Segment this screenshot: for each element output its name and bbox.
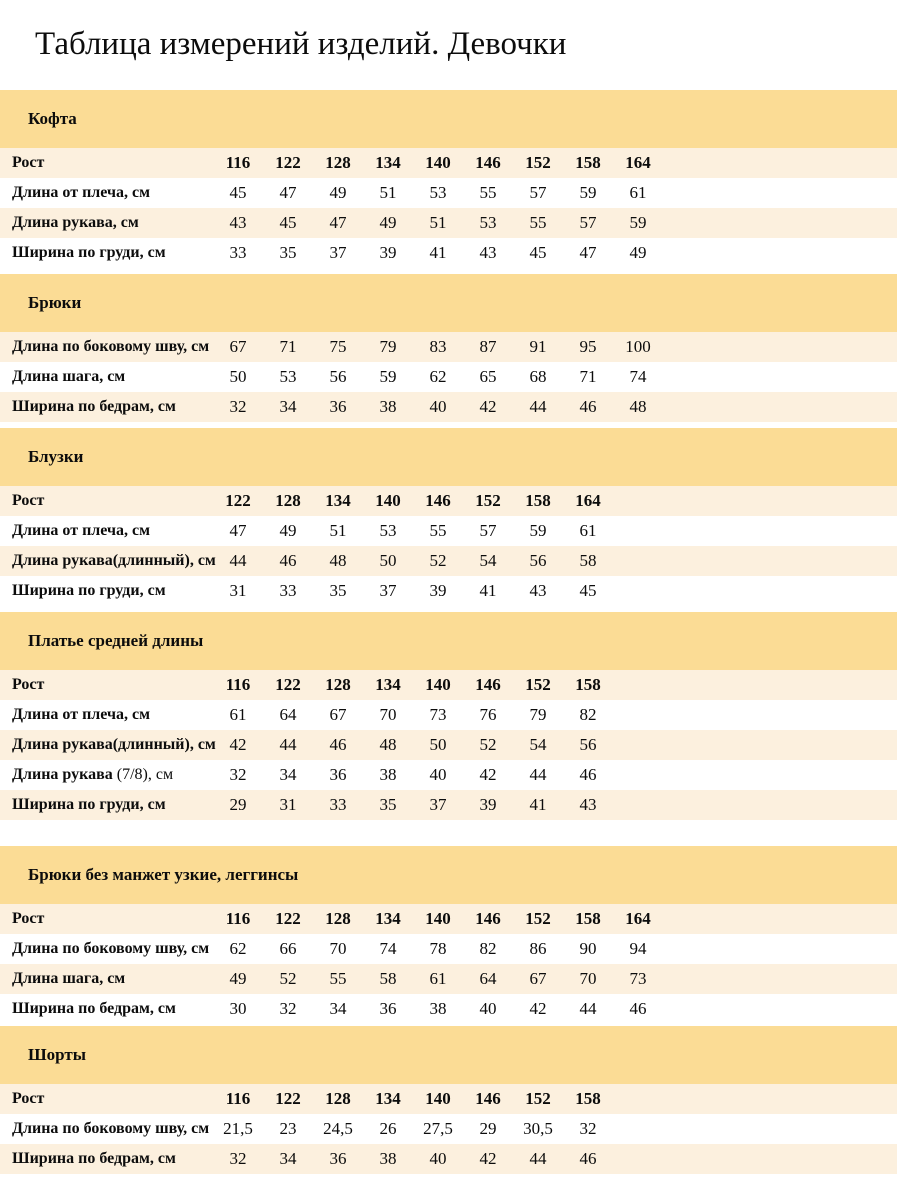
value-cell: 42 [229,735,247,754]
value-cell: 46 [329,735,347,754]
value-cell: 47 [229,521,247,540]
value-cell: 116 [225,909,251,928]
section-header [0,428,897,486]
value-cell: 152 [475,491,501,510]
value-cell: 152 [525,675,551,694]
row-label-main: Длина рукава(длинный), см [12,552,216,569]
value-cell: 57 [479,521,497,540]
value-cell: 67 [529,969,547,988]
value-cell: 64 [279,705,297,724]
row-label [0,552,216,570]
value-cell: 51 [329,521,347,540]
table-row [0,730,897,760]
value-cell: 44 [279,735,297,754]
value-cell: 58 [579,551,597,570]
value-cell: 32 [229,397,247,416]
value-cell: 40 [429,1149,447,1168]
value-cell: 52 [479,735,497,754]
value-cell: 49 [379,213,397,232]
value-cell: 32 [229,1149,247,1168]
value-cell: 24,5 [323,1119,353,1138]
value-cell: 128 [325,909,351,928]
value-cell: 95 [579,337,597,356]
value-cell: 46 [279,551,297,570]
row-label-main: Ширина по бедрам, см [12,398,176,415]
value-cell: 40 [429,397,447,416]
row-label [0,796,213,814]
value-cell: 65 [479,367,497,386]
value-cell: 158 [525,491,551,510]
row-label-main: Длина от плеча, см [12,706,150,723]
value-cell: 134 [325,491,351,510]
value-cell: 91 [529,337,547,356]
value-cell: 122 [275,153,301,172]
value-cell: 53 [379,521,397,540]
value-cell: 42 [479,1149,497,1168]
row-label [0,522,213,540]
value-cell: 152 [525,153,551,172]
value-cell: 52 [279,969,297,988]
row-label [0,736,216,754]
sections-container [0,90,897,1174]
section-rows [0,670,897,820]
value-cell: 45 [579,581,597,600]
row-label [0,1120,213,1138]
value-cell: 116 [225,675,251,694]
row-label-main: Рост [12,910,45,927]
value-cell: 53 [279,367,297,386]
value-cell: 41 [529,795,547,814]
table-row [0,1114,897,1144]
value-cell: 43 [529,581,547,600]
value-cell: 55 [529,213,547,232]
value-cell: 146 [475,909,501,928]
value-cell: 74 [629,367,647,386]
value-cell: 48 [379,735,397,754]
value-cell: 116 [225,153,251,172]
value-cell: 44 [579,999,597,1018]
value-cell: 33 [329,795,347,814]
value-cell: 54 [479,551,497,570]
row-label-main: Длина по боковому шву, см [12,1120,210,1137]
row-label-main: Длина по боковому шву, см [12,338,210,355]
value-cell: 122 [275,909,301,928]
value-cell: 146 [475,153,501,172]
value-cell: 53 [479,213,497,232]
value-cell: 61 [629,183,647,202]
value-cell: 128 [275,491,301,510]
value-cell: 146 [425,491,451,510]
value-cell: 39 [429,581,447,600]
value-cell: 140 [375,491,401,510]
value-cell: 75 [329,337,347,356]
row-label [0,184,213,202]
value-cell: 66 [279,939,297,958]
value-cell: 37 [379,581,397,600]
value-cell: 38 [379,765,397,784]
table-row [0,332,897,362]
value-cell: 35 [329,581,347,600]
row-label-main: Длина от плеча, см [12,184,150,201]
value-cell: 82 [479,939,497,958]
section-rows [0,904,897,1024]
value-cell: 48 [629,397,647,416]
value-cell: 59 [529,521,547,540]
table-row [0,670,897,700]
value-cell: 51 [429,213,447,232]
value-cell: 74 [379,939,397,958]
value-cell: 134 [375,675,401,694]
value-cell: 31 [229,581,247,600]
section-rows [0,148,897,268]
table-row [0,1084,897,1114]
value-cell: 128 [325,675,351,694]
value-cell: 140 [425,909,451,928]
row-label-main: Рост [12,1090,45,1107]
value-cell: 100 [625,337,651,356]
row-label [0,676,213,694]
row-label-suffix: (7/8), см [112,766,174,783]
value-cell: 55 [429,521,447,540]
value-cell: 32 [229,765,247,784]
section-header [0,612,897,670]
value-cell: 43 [479,243,497,262]
row-label-main: Длина шага, см [12,970,126,987]
row-label [0,582,213,600]
table-row [0,238,897,268]
value-cell: 42 [529,999,547,1018]
value-cell: 39 [479,795,497,814]
row-label [0,940,213,958]
value-cell: 57 [579,213,597,232]
value-cell: 40 [479,999,497,1018]
value-cell: 46 [629,999,647,1018]
value-cell: 35 [379,795,397,814]
measurement-section [0,90,897,268]
value-cell: 45 [229,183,247,202]
value-cell: 49 [329,183,347,202]
value-cell: 94 [629,939,647,958]
value-cell: 164 [575,491,601,510]
value-cell: 50 [379,551,397,570]
table-row [0,546,897,576]
value-cell: 116 [225,1089,251,1108]
value-cell: 49 [629,243,647,262]
row-label-main: Длина от плеча, см [12,522,150,539]
value-cell: 122 [275,1089,301,1108]
table-row [0,208,897,238]
value-cell: 86 [529,939,547,958]
value-cell: 44 [529,1149,547,1168]
value-cell: 44 [529,397,547,416]
value-cell: 140 [425,675,451,694]
section-header [0,1026,897,1084]
row-label [0,1000,213,1018]
value-cell: 47 [579,243,597,262]
table-row [0,790,897,820]
value-cell: 158 [575,675,601,694]
value-cell: 71 [579,367,597,386]
value-cell: 38 [379,397,397,416]
value-cell: 140 [425,1089,451,1108]
value-cell: 56 [329,367,347,386]
value-cell: 146 [475,1089,501,1108]
value-cell: 134 [375,153,401,172]
value-cell: 70 [379,705,397,724]
value-cell: 33 [229,243,247,262]
table-row [0,760,897,790]
value-cell: 59 [579,183,597,202]
value-cell: 31 [279,795,297,814]
value-cell: 36 [329,1149,347,1168]
value-cell: 55 [479,183,497,202]
row-label [0,214,213,232]
value-cell: 158 [575,909,601,928]
measurement-section [0,1026,897,1174]
section-title: Шорты [28,1045,87,1064]
value-cell: 152 [525,1089,551,1108]
value-cell: 27,5 [423,1119,453,1138]
table-row [0,904,897,934]
table-row [0,178,897,208]
value-cell: 30,5 [523,1119,553,1138]
row-label-main: Ширина по бедрам, см [12,1000,176,1017]
value-cell: 37 [429,795,447,814]
value-cell: 128 [325,153,351,172]
table-row [0,700,897,730]
row-label [0,154,213,172]
value-cell: 34 [279,765,297,784]
row-label-main: Длина шага, см [12,368,126,385]
value-cell: 44 [529,765,547,784]
value-cell: 34 [279,397,297,416]
measurement-section [0,428,897,606]
value-cell: 26 [379,1119,397,1138]
value-cell: 21,5 [223,1119,253,1138]
value-cell: 83 [429,337,447,356]
value-cell: 56 [529,551,547,570]
row-label [0,910,213,928]
value-cell: 90 [579,939,597,958]
row-label [0,398,213,416]
value-cell: 76 [479,705,497,724]
value-cell: 40 [429,765,447,784]
value-cell: 128 [325,1089,351,1108]
value-cell: 42 [479,765,497,784]
value-cell: 36 [329,765,347,784]
value-cell: 50 [429,735,447,754]
value-cell: 56 [579,735,597,754]
value-cell: 45 [279,213,297,232]
value-cell: 122 [275,675,301,694]
measurement-section [0,274,897,422]
value-cell: 78 [429,939,447,958]
table-row [0,964,897,994]
value-cell: 34 [279,1149,297,1168]
row-label-main: Ширина по груди, см [12,582,166,599]
value-cell: 57 [529,183,547,202]
value-cell: 36 [329,397,347,416]
table-row [0,1144,897,1174]
section-title: Платье средней длины [28,631,204,650]
section-header [0,90,897,148]
page-title: Таблица измерений изделий. Девочки [35,26,567,62]
value-cell: 50 [229,367,247,386]
value-cell: 36 [379,999,397,1018]
value-cell: 41 [429,243,447,262]
value-cell: 48 [329,551,347,570]
row-label-main: Ширина по груди, см [12,244,166,261]
row-label-main: Ширина по груди, см [12,796,166,813]
value-cell: 46 [579,1149,597,1168]
value-cell: 46 [579,765,597,784]
value-cell: 43 [229,213,247,232]
value-cell: 61 [229,705,247,724]
value-cell: 46 [579,397,597,416]
value-cell: 45 [529,243,547,262]
row-label [0,1090,213,1108]
value-cell: 23 [279,1119,297,1138]
value-cell: 134 [375,909,401,928]
row-label-main: Ширина по бедрам, см [12,1150,176,1167]
value-cell: 42 [479,397,497,416]
value-cell: 33 [279,581,297,600]
row-label [0,970,213,988]
value-cell: 61 [429,969,447,988]
value-cell: 43 [579,795,597,814]
row-label-main: Рост [12,154,45,171]
value-cell: 152 [525,909,551,928]
value-cell: 37 [329,243,347,262]
row-label-main: Длина рукава [12,766,113,783]
value-cell: 29 [229,795,247,814]
value-cell: 32 [279,999,297,1018]
value-cell: 82 [579,705,597,724]
value-cell: 70 [579,969,597,988]
value-cell: 29 [479,1119,497,1138]
value-cell: 87 [479,337,497,356]
value-cell: 67 [229,337,247,356]
row-label-main: Длина рукава, см [12,214,139,231]
value-cell: 134 [375,1089,401,1108]
measurement-section [0,612,897,820]
value-cell: 73 [429,705,447,724]
value-cell: 35 [279,243,297,262]
value-cell: 146 [475,675,501,694]
value-cell: 158 [575,153,601,172]
value-cell: 59 [629,213,647,232]
value-cell: 61 [579,521,597,540]
value-cell: 52 [429,551,447,570]
value-cell: 47 [329,213,347,232]
row-label-main: Рост [12,676,45,693]
value-cell: 64 [479,969,497,988]
value-cell: 51 [379,183,397,202]
table-row [0,362,897,392]
row-label [0,766,213,784]
section-header [0,846,897,904]
table-row [0,994,897,1024]
value-cell: 58 [379,969,397,988]
row-label [0,492,213,510]
value-cell: 140 [425,153,451,172]
table-row [0,934,897,964]
value-cell: 79 [379,337,397,356]
value-cell: 67 [329,705,347,724]
value-cell: 68 [529,367,547,386]
table-row [0,392,897,422]
value-cell: 49 [279,521,297,540]
value-cell: 62 [229,939,247,958]
value-cell: 55 [329,969,347,988]
value-cell: 73 [629,969,647,988]
row-label [0,1150,213,1168]
value-cell: 32 [579,1119,597,1138]
table-row [0,576,897,606]
row-label [0,338,213,356]
row-label [0,244,213,262]
row-label-main: Длина по боковому шву, см [12,940,210,957]
value-cell: 62 [429,367,447,386]
value-cell: 38 [379,1149,397,1168]
value-cell: 41 [479,581,497,600]
value-cell: 71 [279,337,297,356]
value-cell: 39 [379,243,397,262]
section-title: Кофта [28,109,77,128]
value-cell: 164 [625,909,651,928]
value-cell: 44 [229,551,247,570]
value-cell: 158 [575,1089,601,1108]
value-cell: 30 [229,999,247,1018]
section-title: Блузки [28,447,84,466]
row-label [0,706,213,724]
value-cell: 47 [279,183,297,202]
section-rows [0,486,897,606]
row-label-main: Длина рукава(длинный), см [12,736,216,753]
value-cell: 34 [329,999,347,1018]
value-cell: 70 [329,939,347,958]
measurement-section [0,846,897,1024]
row-label [0,368,213,386]
value-cell: 59 [379,367,397,386]
row-label-main: Рост [12,492,45,509]
section-rows [0,1084,897,1174]
value-cell: 122 [225,491,251,510]
table-row [0,486,897,516]
value-cell: 79 [529,705,547,724]
section-title: Брюки [28,293,82,312]
value-cell: 38 [429,999,447,1018]
section-rows [0,332,897,422]
value-cell: 53 [429,183,447,202]
section-header [0,274,897,332]
section-title: Брюки без манжет узкие, леггинсы [28,865,299,884]
table-row [0,148,897,178]
value-cell: 164 [625,153,651,172]
value-cell: 54 [529,735,547,754]
value-cell: 49 [229,969,247,988]
table-row [0,516,897,546]
